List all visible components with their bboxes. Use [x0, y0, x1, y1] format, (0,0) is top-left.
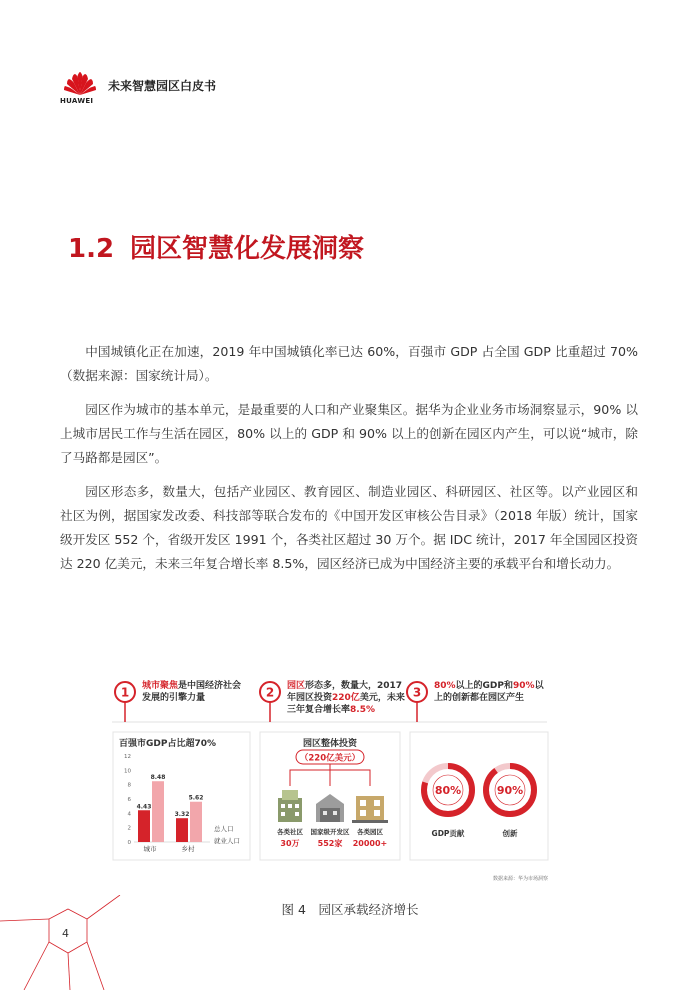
callout-circle-2 [260, 682, 280, 722]
ring-value: 90% [496, 784, 524, 797]
paragraph: 园区作为城市的基本单元，是最重要的人口和产业聚集区。据华为企业业务市场洞察显示，90% 以上城市居民工作与生活在园区，80% 以上的 GDP 和 90% 以上的创新在园区内产生，可以说“城市，除了马路都是园区”。 [60, 402, 638, 465]
bar-城市-就业人口 [152, 781, 164, 842]
bar-乡村-就业人口 [190, 802, 202, 842]
brand-wordmark: HUAWEI [60, 97, 94, 105]
item-value: 20000+ [352, 839, 388, 848]
x-tick-label: 乡村 [181, 845, 195, 853]
panel2-title: 园区整体投资 [302, 739, 358, 749]
callout-num: 2 [265, 685, 275, 700]
development-zone-building-icon [316, 794, 344, 822]
bar-data-label: 3.32 [174, 811, 190, 819]
section-title [68, 228, 364, 265]
header [60, 70, 360, 106]
bar-data-label: 4.43 [136, 803, 152, 811]
callout-num: 1 [120, 685, 130, 700]
gdp-bar-chart [124, 754, 210, 853]
ring-label: GDP贡献 [431, 829, 465, 838]
bar-城市-总人口 [138, 810, 150, 842]
figure-park-economy [112, 670, 552, 885]
ring-label: 创新 [502, 829, 518, 838]
callout-text-3: 80%以上的GDP和90%以上的创新都在园区产生 [434, 681, 544, 703]
y-tick-label: 4 [127, 811, 131, 818]
callout-circle-3 [407, 682, 427, 722]
bar-乡村-总人口 [176, 818, 188, 842]
y-tick-label: 10 [124, 768, 131, 775]
community-building-icon [278, 790, 302, 822]
section-number: 1.2 [68, 234, 115, 264]
panel1-title: 百强市GDP占比超70% [119, 739, 216, 749]
callout-text-2: 园区形态多，数量大，2017年园区投资220亿美元，未来三年复合增长率8.5% [287, 681, 405, 715]
huawei-logo-icon [60, 70, 100, 98]
document-title: 未来智慧园区白皮书 [108, 79, 217, 93]
section-title-text: 园区智慧化发展洞察 [130, 234, 365, 264]
panel2-subtitle: （220亿美元） [299, 753, 361, 764]
ring-value: 80% [434, 784, 462, 797]
legend-label-total: 总人口 [214, 825, 234, 833]
item-label: 各类社区 [277, 828, 303, 836]
y-tick-label: 2 [127, 825, 131, 832]
page-number: 4 [62, 927, 69, 940]
bar-data-label: 5.62 [188, 794, 204, 802]
body-text [60, 340, 638, 586]
y-tick-label: 6 [127, 797, 131, 803]
legend-label-employed: 就业人口 [214, 837, 240, 845]
paragraph: 园区形态多，数量大，包括产业园区、教育园区、制造业园区、科研园区、社区等。以产业园区和社区为例，据国家发改委、科技部等联合发布的《中国开发区审核公告目录》（2018 年版）统计，国家级开发区 552 个，省级开发区 1991 个，各类社区超过 30 万个。据 IDC 统计，2017 年全国园区投资达 220 亿美元，未来三年复合增长率 8.5%，园区经济已成为中国经济主要的承载平台和增长动力。 [60, 484, 638, 571]
y-tick-label: 0 [127, 840, 131, 846]
figure-caption: 图 4 园区承载经济增长 [281, 902, 419, 917]
bar-data-label: 8.48 [150, 774, 166, 782]
page-corner-decoration [0, 895, 140, 990]
x-tick-label: 城市 [143, 845, 157, 853]
callout-num: 3 [412, 685, 422, 700]
park-building-icon [352, 796, 388, 823]
item-label: 各类园区 [357, 828, 383, 836]
y-tick-label: 8 [127, 782, 131, 789]
callout-circle-1 [115, 682, 135, 722]
item-value: 552家 [317, 839, 343, 848]
y-tick-label: 12 [124, 754, 131, 760]
callout-text-1: 城市聚焦是中国经济社会发展的引擎力量 [142, 681, 242, 703]
item-label: 国家级开发区 [310, 828, 350, 836]
paragraph: 中国城镇化正在加速，2019 年中国城镇化率已达 60%，百强市 GDP 占全国 GDP 比重超过 70%（数据来源：国家统计局）。 [60, 344, 638, 383]
item-value: 30万 [280, 839, 300, 848]
figure-source: 数据来源：华为市场洞察 [492, 876, 548, 882]
